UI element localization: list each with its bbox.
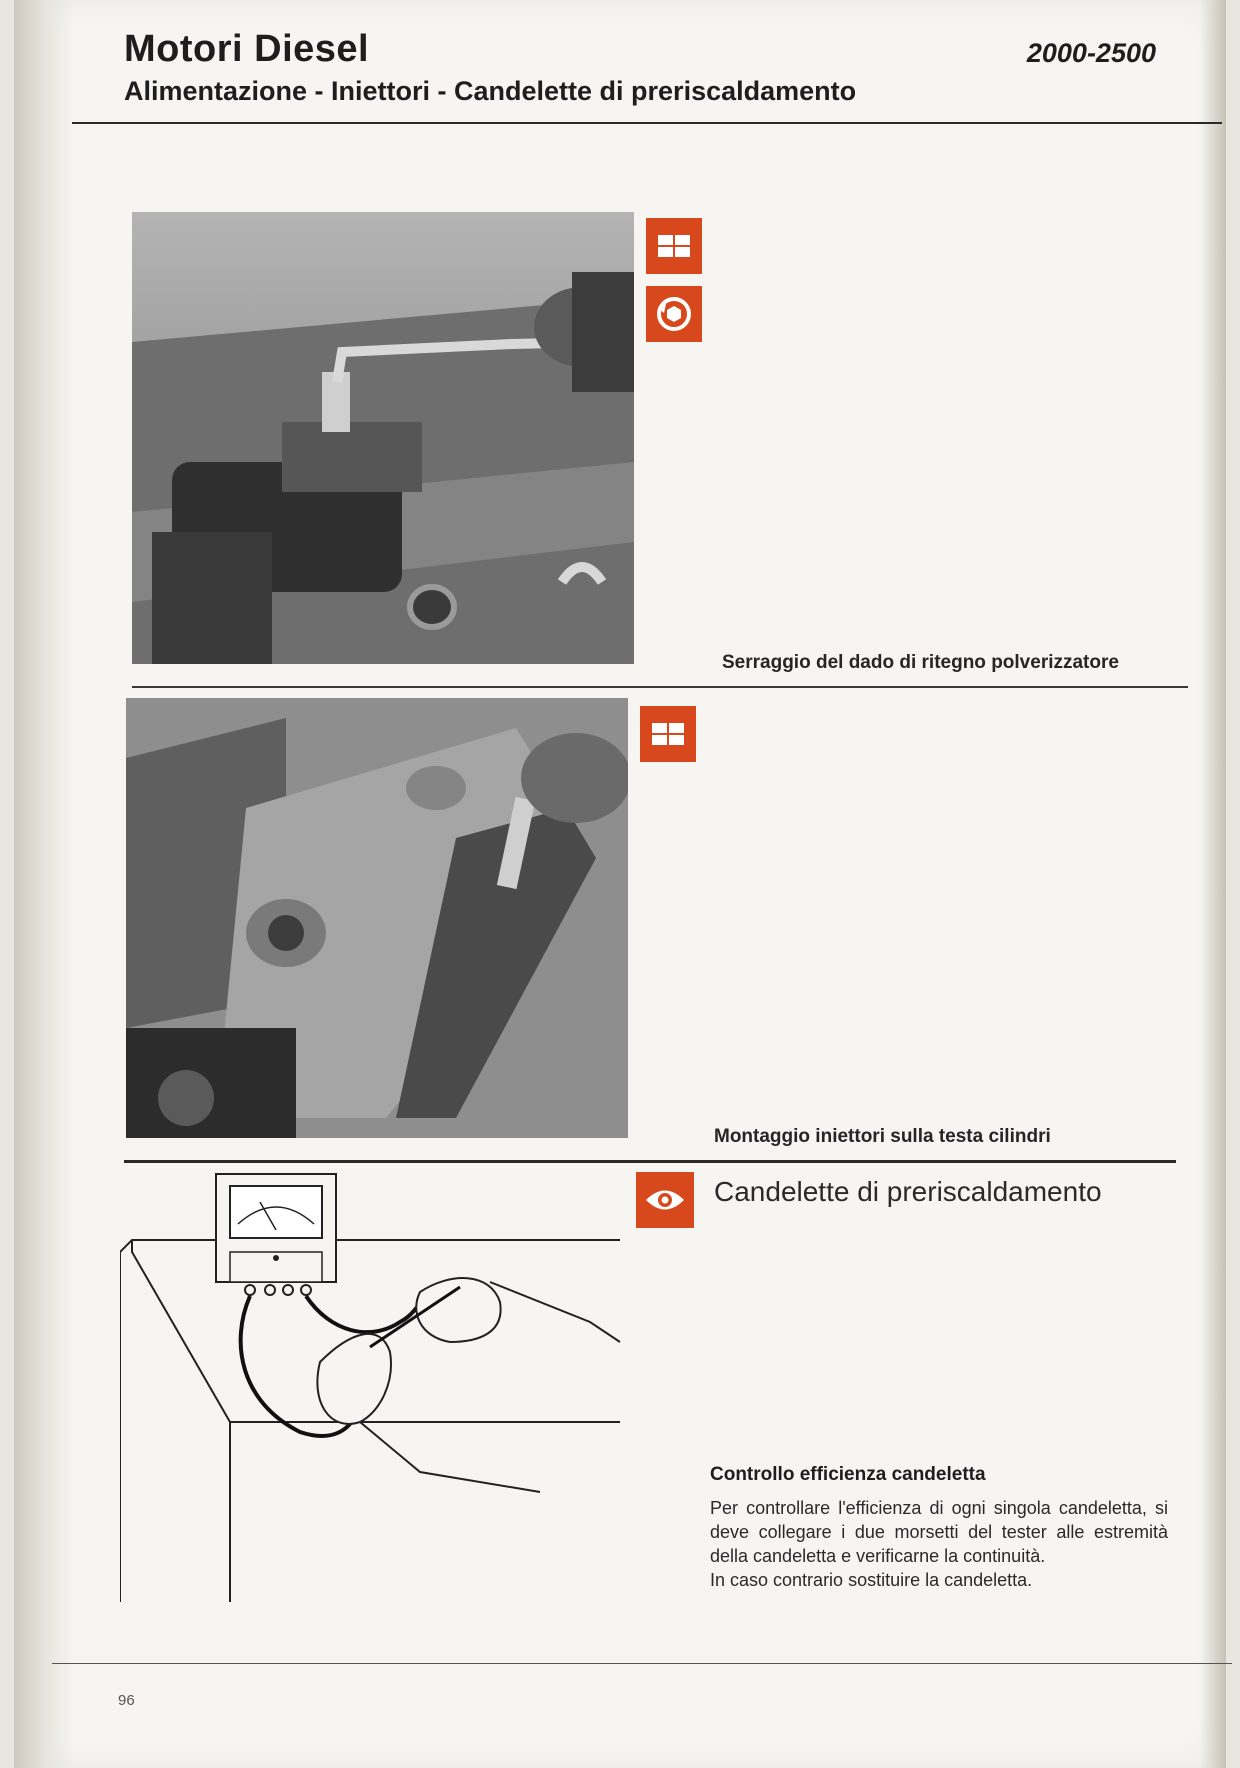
page-number: 96 [118,1692,135,1709]
photo-injector-mounting-graphic [126,698,628,1138]
body-heading: Controllo efficienza candeletta [710,1464,986,1485]
illustration-glow-plug-tester-graphic [120,1172,632,1602]
grid-icon [646,218,702,274]
page-spine-shadow [14,0,74,1768]
section-title: Candelette di preriscaldamento [714,1176,1102,1207]
eye-icon [636,1172,694,1228]
caption-figure-1: Serraggio del dado di ritegno polverizzatore [722,652,1119,673]
page-title: Motori Diesel [124,28,370,70]
header-divider [72,122,1222,124]
body-text [710,1496,1168,1592]
model-label: 2000-2500 [1026,38,1156,68]
photo-tightening-nut-graphic [132,212,634,664]
body-paragraph: Per controllare l'efficienza di ogni singola candeletta, si deve collegare i due morsetti del tester alle estremità della candeletta e verificarne la continuità. [710,1498,1168,1566]
illustration-glow-plug-tester [120,1172,632,1602]
figure-divider [132,686,1188,688]
manual-page [14,0,1226,1768]
body-paragraph: In caso contrario sostituire la candeletta. [710,1570,1033,1590]
photo-tightening-nut [132,212,634,664]
page-edge-shadow [1200,0,1226,1768]
photo-injector-mounting [126,698,628,1138]
section-divider [124,1160,1176,1163]
page-subtitle: Alimentazione - Iniettori - Candelette di preriscaldamento [124,76,857,106]
caption-figure-2: Montaggio iniettori sulla testa cilindri [714,1126,1051,1147]
rotate-wrench-icon [646,286,702,342]
grid-icon [640,706,696,762]
footer-divider [52,1663,1232,1664]
